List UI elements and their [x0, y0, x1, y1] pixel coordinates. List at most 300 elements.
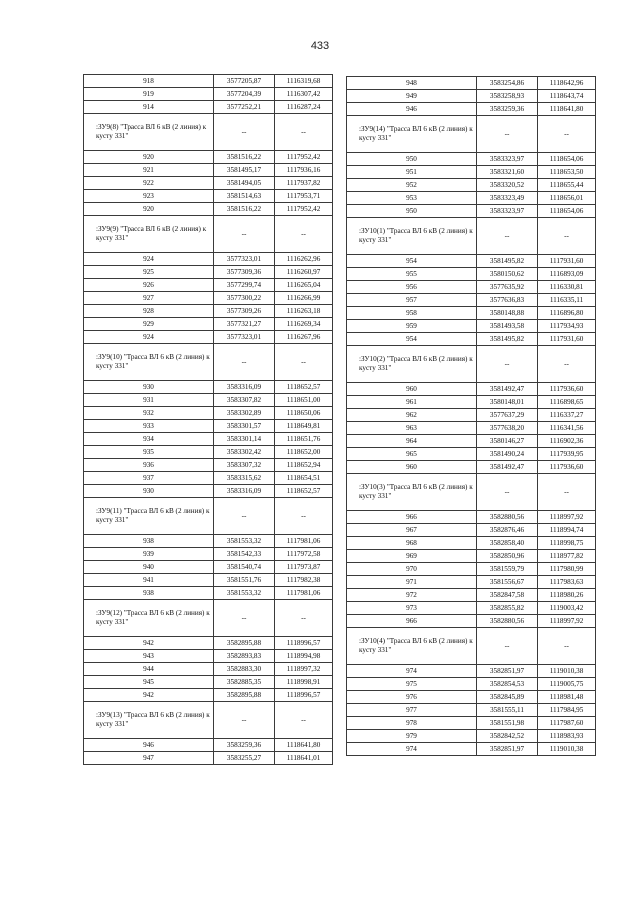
x-coordinate-cell: --: [477, 218, 538, 255]
y-coordinate-cell: 1119010,38: [538, 665, 596, 678]
table-row: [84, 164, 333, 177]
table-row: [347, 511, 596, 524]
point-cell: 938: [84, 587, 214, 600]
point-cell: 974: [347, 743, 477, 756]
table-row: [347, 255, 596, 268]
x-coordinate-cell: 3583254,86: [477, 77, 538, 90]
table-row: [347, 678, 596, 691]
x-coordinate-cell: 3581551,98: [477, 717, 538, 730]
table-row: [347, 333, 596, 346]
y-coordinate-cell: 1118650,06: [275, 407, 333, 420]
y-coordinate-cell: 1118997,32: [275, 663, 333, 676]
y-coordinate-cell: 1119005,75: [538, 678, 596, 691]
x-coordinate-cell: 3583302,42: [214, 446, 275, 459]
y-coordinate-cell: 1118998,91: [275, 676, 333, 689]
y-coordinate-cell: 1118641,80: [538, 103, 596, 116]
x-coordinate-cell: 3583259,36: [477, 103, 538, 116]
x-coordinate-cell: 3583307,32: [214, 459, 275, 472]
y-coordinate-cell: 1118997,92: [538, 615, 596, 628]
table-row: [347, 576, 596, 589]
y-coordinate-cell: 1117931,60: [538, 333, 596, 346]
point-cell: 918: [84, 75, 214, 88]
section-header-row: [84, 600, 333, 637]
x-coordinate-cell: --: [214, 498, 275, 535]
point-cell: 924: [84, 253, 214, 266]
coordinates-table-left: [83, 74, 333, 765]
point-cell: 941: [84, 574, 214, 587]
x-coordinate-cell: 3581492,47: [477, 383, 538, 396]
y-coordinate-cell: 1116263,18: [275, 305, 333, 318]
y-coordinate-cell: 1117984,95: [538, 704, 596, 717]
x-coordinate-cell: 3577321,27: [214, 318, 275, 331]
x-coordinate-cell: 3583301,14: [214, 433, 275, 446]
point-cell: 967: [347, 524, 477, 537]
table-row: [347, 524, 596, 537]
x-coordinate-cell: 3581495,17: [214, 164, 275, 177]
table-row: [84, 407, 333, 420]
point-cell: 960: [347, 461, 477, 474]
point-cell: 973: [347, 602, 477, 615]
table-row: [84, 561, 333, 574]
x-coordinate-cell: 3582845,89: [477, 691, 538, 704]
y-coordinate-cell: --: [538, 218, 596, 255]
y-coordinate-cell: 1118654,51: [275, 472, 333, 485]
section-title-cell: :ЗУ9(8) "Трасса ВЛ 6 кВ (2 линия) к кусту 331": [84, 114, 214, 151]
table-row: [84, 381, 333, 394]
y-coordinate-cell: 1118997,92: [538, 511, 596, 524]
table-row: [347, 615, 596, 628]
point-cell: 955: [347, 268, 477, 281]
y-coordinate-cell: 1117936,60: [538, 383, 596, 396]
point-cell: 961: [347, 396, 477, 409]
point-cell: 959: [347, 320, 477, 333]
y-coordinate-cell: 1117973,87: [275, 561, 333, 574]
table-row: [347, 77, 596, 90]
table-row: [347, 461, 596, 474]
y-coordinate-cell: 1116902,36: [538, 435, 596, 448]
point-cell: 935: [84, 446, 214, 459]
point-cell: 969: [347, 550, 477, 563]
point-cell: 926: [84, 279, 214, 292]
y-coordinate-cell: 1117953,71: [275, 190, 333, 203]
y-coordinate-cell: --: [275, 702, 333, 739]
x-coordinate-cell: 3583321,60: [477, 166, 538, 179]
table-row: [84, 472, 333, 485]
point-cell: 974: [347, 665, 477, 678]
x-coordinate-cell: 3581516,22: [214, 151, 275, 164]
y-coordinate-cell: 1116319,68: [275, 75, 333, 88]
y-coordinate-cell: 1118656,01: [538, 192, 596, 205]
x-coordinate-cell: --: [214, 600, 275, 637]
point-cell: 942: [84, 637, 214, 650]
point-cell: 925: [84, 266, 214, 279]
point-cell: 920: [84, 151, 214, 164]
point-cell: 958: [347, 307, 477, 320]
y-coordinate-cell: 1116896,80: [538, 307, 596, 320]
x-coordinate-cell: 3583301,57: [214, 420, 275, 433]
table-row: [347, 589, 596, 602]
table-row: [84, 331, 333, 344]
section-header-row: [347, 628, 596, 665]
y-coordinate-cell: 1116335,11: [538, 294, 596, 307]
table-row: [347, 320, 596, 333]
y-coordinate-cell: 1118983,93: [538, 730, 596, 743]
y-coordinate-cell: 1117937,82: [275, 177, 333, 190]
table-row: [84, 587, 333, 600]
y-coordinate-cell: 1117982,38: [275, 574, 333, 587]
y-coordinate-cell: 1116267,96: [275, 331, 333, 344]
x-coordinate-cell: 3581540,74: [214, 561, 275, 574]
y-coordinate-cell: 1118977,82: [538, 550, 596, 563]
x-coordinate-cell: 3577638,20: [477, 422, 538, 435]
point-cell: 954: [347, 333, 477, 346]
section-title-cell: :ЗУ9(10) "Трасса ВЛ 6 кВ (2 линия) к кусту 331": [84, 344, 214, 381]
y-coordinate-cell: 1118994,98: [275, 650, 333, 663]
x-coordinate-cell: 3581495,82: [477, 333, 538, 346]
point-cell: 970: [347, 563, 477, 576]
x-coordinate-cell: 3581516,22: [214, 203, 275, 216]
x-coordinate-cell: 3583323,49: [477, 192, 538, 205]
y-coordinate-cell: 1119003,42: [538, 602, 596, 615]
point-cell: 940: [84, 561, 214, 574]
x-coordinate-cell: 3583259,36: [214, 739, 275, 752]
table-row: [347, 294, 596, 307]
y-coordinate-cell: 1118642,96: [538, 77, 596, 90]
table-row: [347, 396, 596, 409]
point-cell: 930: [84, 485, 214, 498]
y-coordinate-cell: --: [275, 498, 333, 535]
x-coordinate-cell: 3583320,52: [477, 179, 538, 192]
y-coordinate-cell: 1118996,57: [275, 637, 333, 650]
point-cell: 968: [347, 537, 477, 550]
x-coordinate-cell: --: [477, 474, 538, 511]
table-row: [347, 166, 596, 179]
x-coordinate-cell: --: [477, 346, 538, 383]
y-coordinate-cell: 1117981,06: [275, 535, 333, 548]
point-cell: 957: [347, 294, 477, 307]
x-coordinate-cell: 3583302,89: [214, 407, 275, 420]
x-coordinate-cell: 3581559,79: [477, 563, 538, 576]
y-coordinate-cell: 1116266,99: [275, 292, 333, 305]
table-row: [84, 266, 333, 279]
table-row: [347, 281, 596, 294]
table-row: [347, 704, 596, 717]
x-coordinate-cell: 3577635,92: [477, 281, 538, 294]
y-coordinate-cell: 1117934,93: [538, 320, 596, 333]
y-coordinate-cell: 1118655,44: [538, 179, 596, 192]
y-coordinate-cell: 1116898,65: [538, 396, 596, 409]
table-row: [347, 448, 596, 461]
table-row: [84, 433, 333, 446]
x-coordinate-cell: 3581551,76: [214, 574, 275, 587]
x-coordinate-cell: 3583316,09: [214, 381, 275, 394]
table-row: [84, 485, 333, 498]
section-title-cell: :ЗУ9(11) "Трасса ВЛ 6 кВ (2 линия) к кусту 331": [84, 498, 214, 535]
x-coordinate-cell: 3577637,29: [477, 409, 538, 422]
y-coordinate-cell: 1119010,38: [538, 743, 596, 756]
point-cell: 943: [84, 650, 214, 663]
x-coordinate-cell: 3577252,21: [214, 101, 275, 114]
table-row: [84, 253, 333, 266]
table-row: [84, 637, 333, 650]
section-title-cell: :ЗУ9(13) "Трасса ВЛ 6 кВ (2 линия) к кусту 331": [84, 702, 214, 739]
point-cell: 937: [84, 472, 214, 485]
point-cell: 971: [347, 576, 477, 589]
x-coordinate-cell: 3577299,74: [214, 279, 275, 292]
section-header-row: [347, 116, 596, 153]
section-title-cell: :ЗУ10(1) "Трасса ВЛ 6 кВ (2 линия) к кусту 331": [347, 218, 477, 255]
point-cell: 924: [84, 331, 214, 344]
y-coordinate-cell: 1117987,60: [538, 717, 596, 730]
point-cell: 946: [84, 739, 214, 752]
x-coordinate-cell: 3582850,96: [477, 550, 538, 563]
table-row: [347, 153, 596, 166]
x-coordinate-cell: 3581495,82: [477, 255, 538, 268]
y-coordinate-cell: 1116307,42: [275, 88, 333, 101]
table-row: [84, 151, 333, 164]
table-row: [347, 665, 596, 678]
x-coordinate-cell: 3577205,87: [214, 75, 275, 88]
y-coordinate-cell: 1116262,96: [275, 253, 333, 266]
section-header-row: [84, 344, 333, 381]
point-cell: 950: [347, 153, 477, 166]
y-coordinate-cell: --: [538, 474, 596, 511]
y-coordinate-cell: --: [538, 116, 596, 153]
x-coordinate-cell: 3583258,93: [477, 90, 538, 103]
point-cell: 944: [84, 663, 214, 676]
x-coordinate-cell: 3581490,24: [477, 448, 538, 461]
section-header-row: [84, 702, 333, 739]
x-coordinate-cell: 3583316,09: [214, 485, 275, 498]
x-coordinate-cell: 3580146,27: [477, 435, 538, 448]
y-coordinate-cell: --: [538, 628, 596, 665]
point-cell: 922: [84, 177, 214, 190]
section-title-cell: :ЗУ9(9) "Трасса ВЛ 6 кВ (2 линия) к кусту 331": [84, 216, 214, 253]
x-coordinate-cell: 3583315,62: [214, 472, 275, 485]
page-number: 433: [310, 40, 330, 52]
x-coordinate-cell: 3582895,88: [214, 689, 275, 702]
table-row: [84, 203, 333, 216]
y-coordinate-cell: 1117981,06: [275, 587, 333, 600]
table-row: [84, 318, 333, 331]
y-coordinate-cell: 1118981,48: [538, 691, 596, 704]
point-cell: 954: [347, 255, 477, 268]
table-row: [84, 279, 333, 292]
y-coordinate-cell: 1118641,01: [275, 752, 333, 765]
x-coordinate-cell: 3583255,27: [214, 752, 275, 765]
point-cell: 930: [84, 381, 214, 394]
y-coordinate-cell: 1118652,94: [275, 459, 333, 472]
point-cell: 945: [84, 676, 214, 689]
y-coordinate-cell: 1117972,58: [275, 548, 333, 561]
table-row: [84, 88, 333, 101]
point-cell: 950: [347, 205, 477, 218]
table-row: [84, 650, 333, 663]
y-coordinate-cell: --: [275, 114, 333, 151]
y-coordinate-cell: 1116341,56: [538, 422, 596, 435]
y-coordinate-cell: 1118653,50: [538, 166, 596, 179]
table-row: [347, 103, 596, 116]
table-row: [84, 292, 333, 305]
y-coordinate-cell: 1118652,57: [275, 381, 333, 394]
y-coordinate-cell: 1118649,81: [275, 420, 333, 433]
section-header-row: [347, 474, 596, 511]
y-coordinate-cell: 1118994,74: [538, 524, 596, 537]
section-header-row: [347, 346, 596, 383]
table-row: [347, 422, 596, 435]
point-cell: 963: [347, 422, 477, 435]
x-coordinate-cell: 3582851,97: [477, 743, 538, 756]
point-cell: 933: [84, 420, 214, 433]
table-row: [347, 268, 596, 281]
table-row: [347, 602, 596, 615]
table-row: [84, 535, 333, 548]
x-coordinate-cell: --: [214, 344, 275, 381]
coordinates-table-right: [346, 76, 596, 756]
table-row: [347, 563, 596, 576]
section-header-row: [347, 218, 596, 255]
point-cell: 964: [347, 435, 477, 448]
x-coordinate-cell: 3582883,30: [214, 663, 275, 676]
table-row: [347, 537, 596, 550]
x-coordinate-cell: --: [477, 628, 538, 665]
x-coordinate-cell: 3583307,82: [214, 394, 275, 407]
x-coordinate-cell: 3577309,36: [214, 266, 275, 279]
point-cell: 966: [347, 615, 477, 628]
y-coordinate-cell: --: [275, 344, 333, 381]
x-coordinate-cell: 3580148,01: [477, 396, 538, 409]
y-coordinate-cell: 1118998,75: [538, 537, 596, 550]
x-coordinate-cell: 3580150,62: [477, 268, 538, 281]
y-coordinate-cell: 1116269,34: [275, 318, 333, 331]
x-coordinate-cell: 3582854,53: [477, 678, 538, 691]
point-cell: 947: [84, 752, 214, 765]
x-coordinate-cell: 3582893,83: [214, 650, 275, 663]
y-coordinate-cell: 1118654,06: [538, 205, 596, 218]
table-row: [84, 75, 333, 88]
point-cell: 977: [347, 704, 477, 717]
y-coordinate-cell: 1118996,57: [275, 689, 333, 702]
table-row: [347, 192, 596, 205]
x-coordinate-cell: --: [214, 114, 275, 151]
table-row: [84, 101, 333, 114]
x-coordinate-cell: 3577323,01: [214, 331, 275, 344]
x-coordinate-cell: 3582847,58: [477, 589, 538, 602]
section-title-cell: :ЗУ10(3) "Трасса ВЛ 6 кВ (2 линия) к кусту 331": [347, 474, 477, 511]
table-row: [84, 459, 333, 472]
y-coordinate-cell: 1116330,81: [538, 281, 596, 294]
y-coordinate-cell: 1117980,99: [538, 563, 596, 576]
y-coordinate-cell: 1118980,26: [538, 589, 596, 602]
x-coordinate-cell: 3582851,97: [477, 665, 538, 678]
y-coordinate-cell: 1117931,60: [538, 255, 596, 268]
table-row: [84, 420, 333, 433]
table-row: [84, 689, 333, 702]
point-cell: 919: [84, 88, 214, 101]
point-cell: 920: [84, 203, 214, 216]
point-cell: 936: [84, 459, 214, 472]
point-cell: 928: [84, 305, 214, 318]
table-row: [347, 550, 596, 563]
point-cell: 951: [347, 166, 477, 179]
point-cell: 942: [84, 689, 214, 702]
x-coordinate-cell: 3577636,83: [477, 294, 538, 307]
x-coordinate-cell: 3580148,88: [477, 307, 538, 320]
point-cell: 914: [84, 101, 214, 114]
x-coordinate-cell: 3581514,63: [214, 190, 275, 203]
x-coordinate-cell: 3581553,32: [214, 587, 275, 600]
table-row: [347, 717, 596, 730]
y-coordinate-cell: 1118654,06: [538, 153, 596, 166]
section-title-cell: :ЗУ10(4) "Трасса ВЛ 6 кВ (2 линия) к кусту 331": [347, 628, 477, 665]
y-coordinate-cell: 1117952,42: [275, 203, 333, 216]
x-coordinate-cell: 3577204,39: [214, 88, 275, 101]
x-coordinate-cell: 3581553,32: [214, 535, 275, 548]
point-cell: 932: [84, 407, 214, 420]
x-coordinate-cell: 3582880,56: [477, 615, 538, 628]
y-coordinate-cell: 1116260,97: [275, 266, 333, 279]
x-coordinate-cell: 3582858,40: [477, 537, 538, 550]
x-coordinate-cell: 3581555,11: [477, 704, 538, 717]
x-coordinate-cell: 3582885,35: [214, 676, 275, 689]
y-coordinate-cell: 1118651,76: [275, 433, 333, 446]
table-row: [84, 190, 333, 203]
point-cell: 965: [347, 448, 477, 461]
x-coordinate-cell: --: [214, 216, 275, 253]
x-coordinate-cell: 3581493,58: [477, 320, 538, 333]
point-cell: 929: [84, 318, 214, 331]
x-coordinate-cell: 3577300,22: [214, 292, 275, 305]
point-cell: 975: [347, 678, 477, 691]
x-coordinate-cell: 3581494,05: [214, 177, 275, 190]
table-row: [84, 305, 333, 318]
y-coordinate-cell: 1117936,16: [275, 164, 333, 177]
table-row: [84, 752, 333, 765]
y-coordinate-cell: 1117983,63: [538, 576, 596, 589]
y-coordinate-cell: 1117952,42: [275, 151, 333, 164]
table-row: [84, 676, 333, 689]
x-coordinate-cell: 3582880,56: [477, 511, 538, 524]
x-coordinate-cell: 3582855,82: [477, 602, 538, 615]
x-coordinate-cell: --: [477, 116, 538, 153]
table-row: [84, 574, 333, 587]
point-cell: 949: [347, 90, 477, 103]
table-row: [347, 307, 596, 320]
table-row: [347, 383, 596, 396]
point-cell: 927: [84, 292, 214, 305]
table-row: [84, 394, 333, 407]
x-coordinate-cell: 3577309,26: [214, 305, 275, 318]
point-cell: 972: [347, 589, 477, 602]
table-row: [84, 548, 333, 561]
point-cell: 966: [347, 511, 477, 524]
y-coordinate-cell: 1118652,57: [275, 485, 333, 498]
table-row: [347, 90, 596, 103]
table-row: [347, 435, 596, 448]
y-coordinate-cell: 1116265,04: [275, 279, 333, 292]
x-coordinate-cell: --: [214, 702, 275, 739]
x-coordinate-cell: 3583323,97: [477, 153, 538, 166]
section-title-cell: :ЗУ9(14) "Трасса ВЛ 6 кВ (2 линия) к кусту 331": [347, 116, 477, 153]
x-coordinate-cell: 3577323,01: [214, 253, 275, 266]
x-coordinate-cell: 3581492,47: [477, 461, 538, 474]
x-coordinate-cell: 3582842,52: [477, 730, 538, 743]
table-row: [347, 205, 596, 218]
section-title-cell: :ЗУ9(12) "Трасса ВЛ 6 кВ (2 линия) к кусту 331": [84, 600, 214, 637]
section-header-row: [84, 498, 333, 535]
point-cell: 956: [347, 281, 477, 294]
x-coordinate-cell: 3582895,88: [214, 637, 275, 650]
